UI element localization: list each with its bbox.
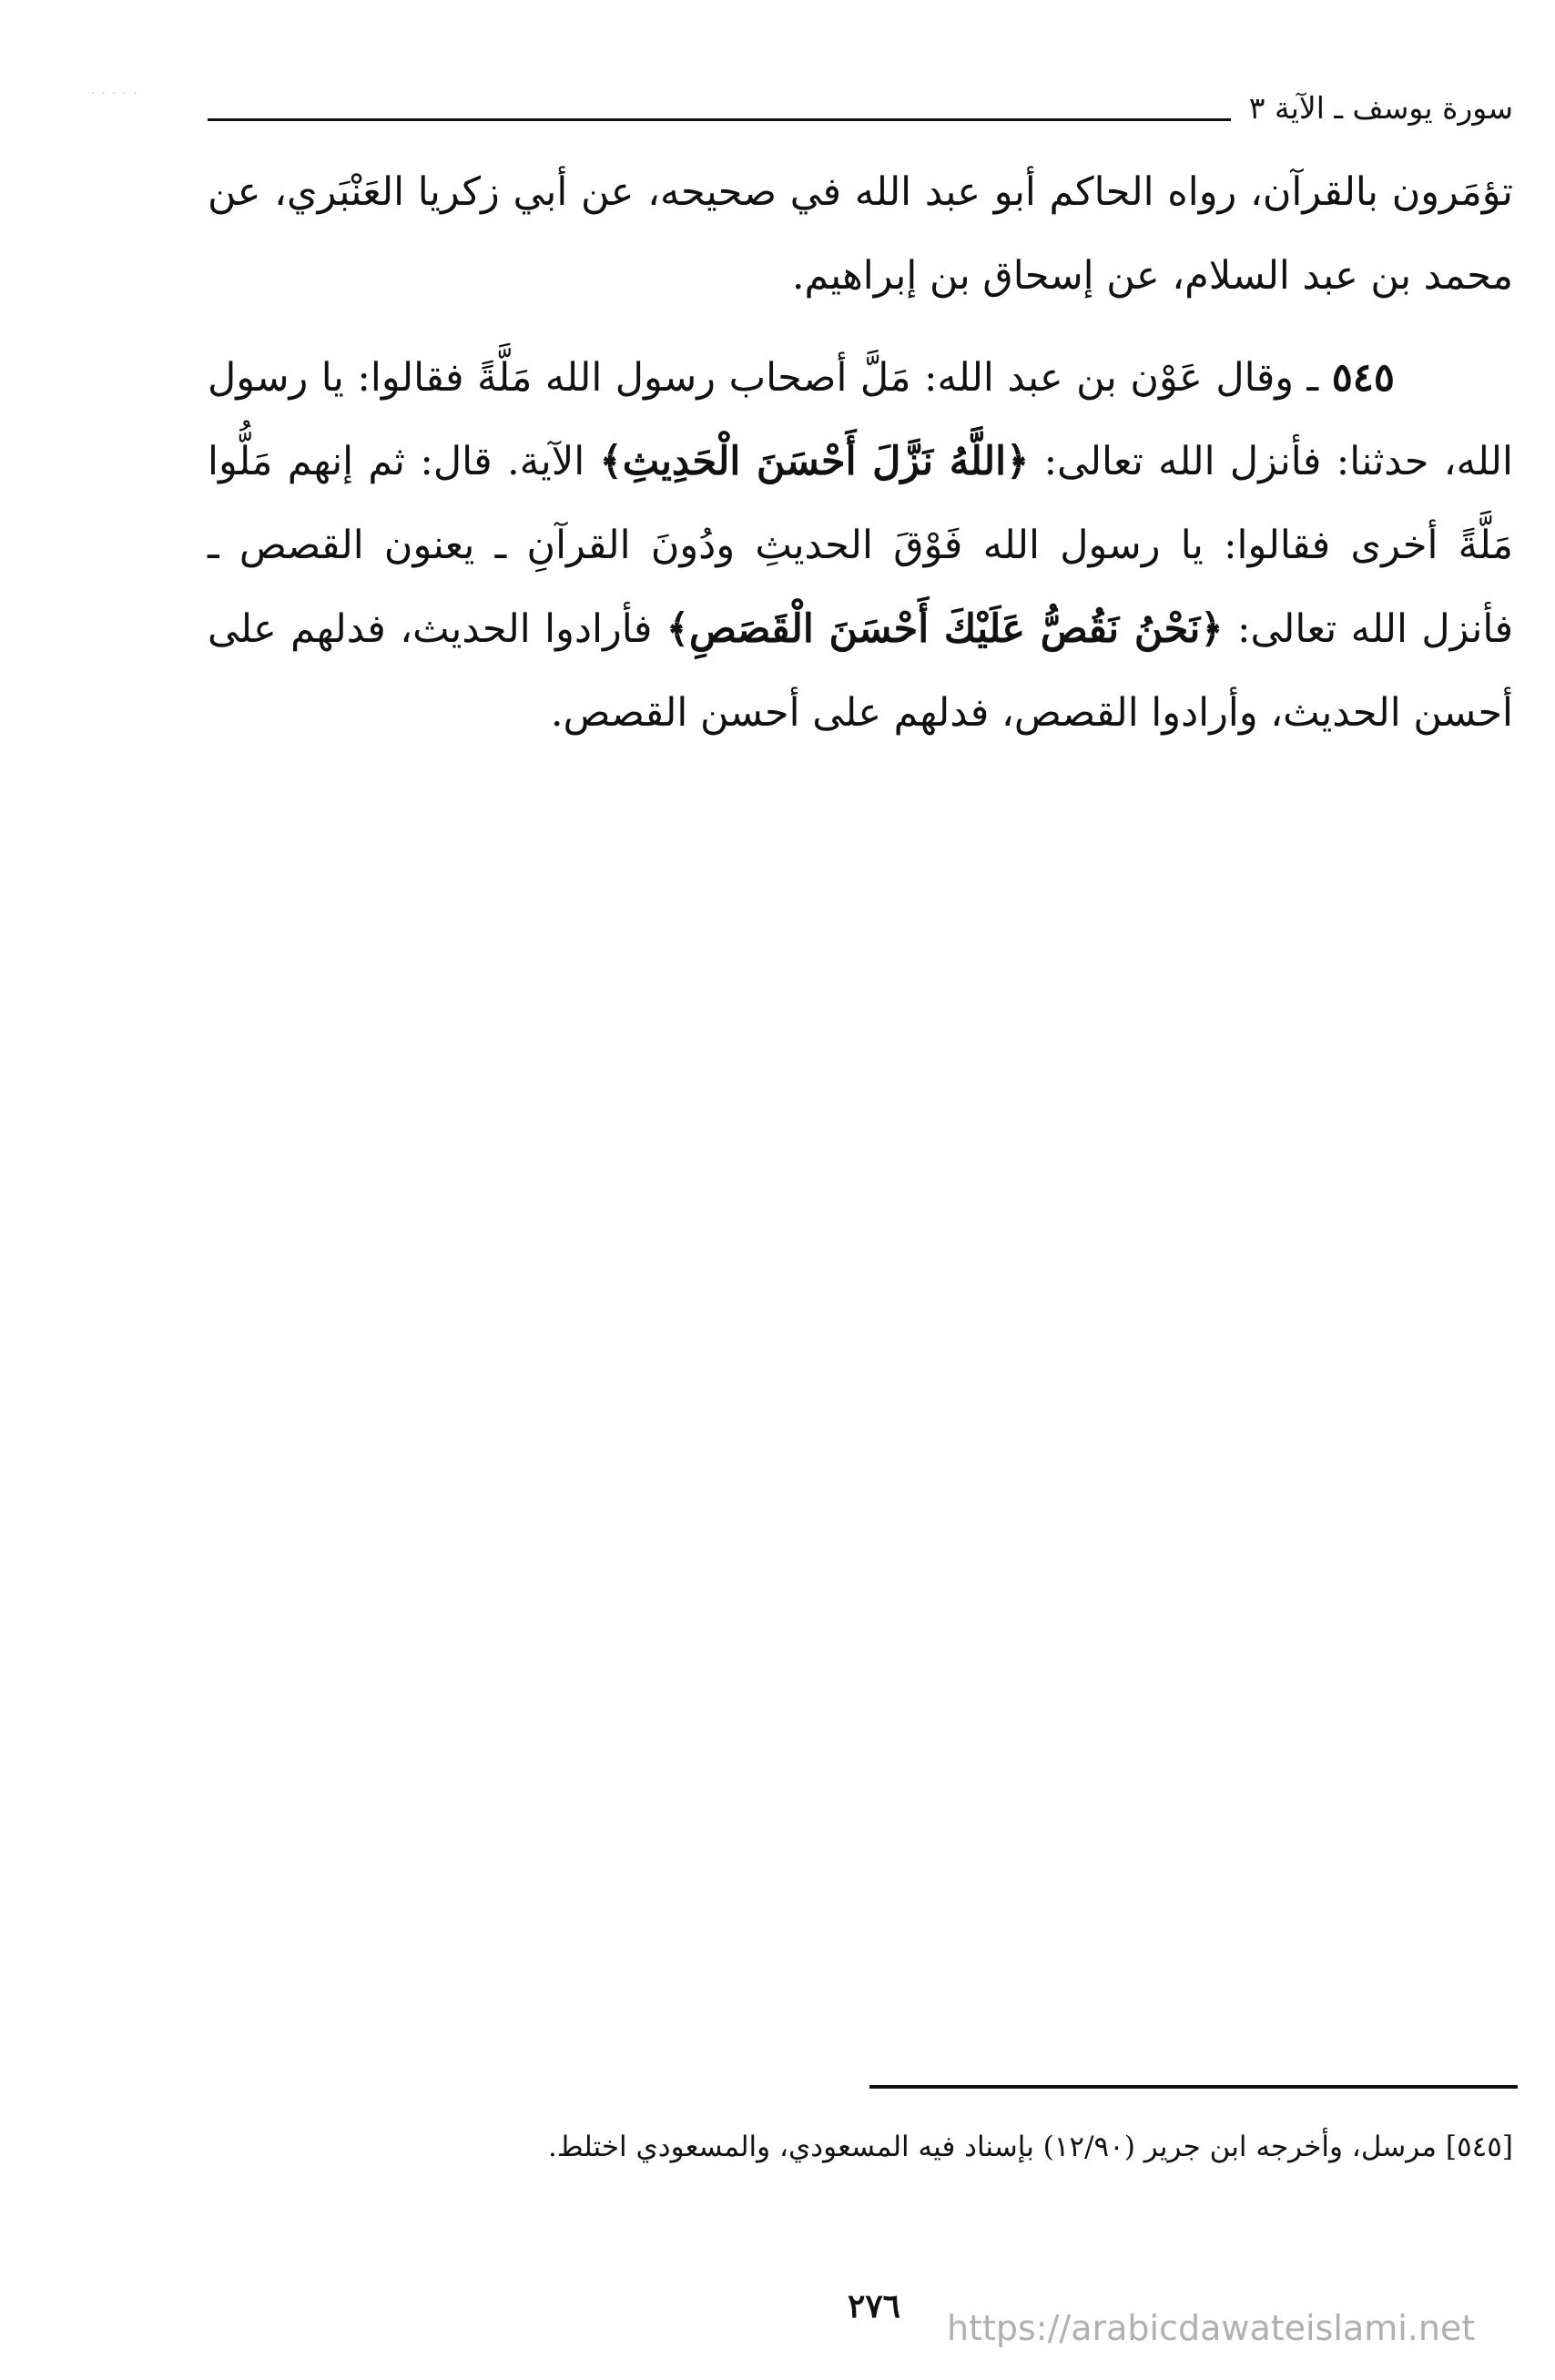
running-head-title: سورة يوسف ـ الآية ٣	[1248, 90, 1513, 126]
running-head	[208, 87, 1513, 129]
footnote-separator	[869, 2085, 1518, 2089]
quran-quote-2: ﴿نَحْنُ نَقُصُّ عَلَيْكَ أَحْسَنَ الْقَصَصِ﴾	[666, 606, 1224, 652]
continuation-paragraph: تؤمَرون بالقرآن، رواه الحاكم أبو عبد الله في صحيحه، عن أبي زكريا العَنْبَري، عن محمد بن عبد السلام، عن إسحاق بن إبراهيم.	[208, 169, 1513, 299]
scan-corner-mark: . . . . .	[91, 84, 139, 97]
entry-number: ٥٤٥	[1331, 355, 1395, 401]
running-head-rule	[208, 118, 1231, 121]
watermark-url: https://arabicdawateislami.net	[947, 2308, 1476, 2348]
footnote: [٥٤٥] مرسل، وأخرجه ابن جرير (١٢/٩٠) بإسناد فيه المسعودي، والمسعودي اختلط.	[547, 2131, 1513, 2163]
entry-text-part-3: فأرادوا الحديث، فدلهم على أحسن الحديث، وأرادوا القصص، فدلهم على أحسن القصص.	[208, 606, 1513, 736]
entry-paragraph	[208, 336, 1513, 755]
page-number: ٢٧٦	[847, 2287, 900, 2325]
entry-text-part-1: ـ وقال عَوْن بن عبد الله: مَلَّ أصحاب رسول الله مَلَّةً فقالوا: يا رسول الله، حدثنا: فأنزل الله تعالى:	[208, 355, 1513, 484]
entry-text-part-2: الآية. قال: ثم إنهم مَلُّوا مَلَّةً أخرى فقالوا: يا رسول الله فَوْقَ الحديثِ ودُونَ القرآنِ ـ يعنون القصص ـ فأنزل الله تعالى:	[208, 439, 1514, 652]
main-text	[208, 150, 1513, 755]
quran-quote-1: ﴿اللَّهُ نَزَّلَ أَحْسَنَ الْحَدِيثِ﴾	[599, 439, 1030, 484]
